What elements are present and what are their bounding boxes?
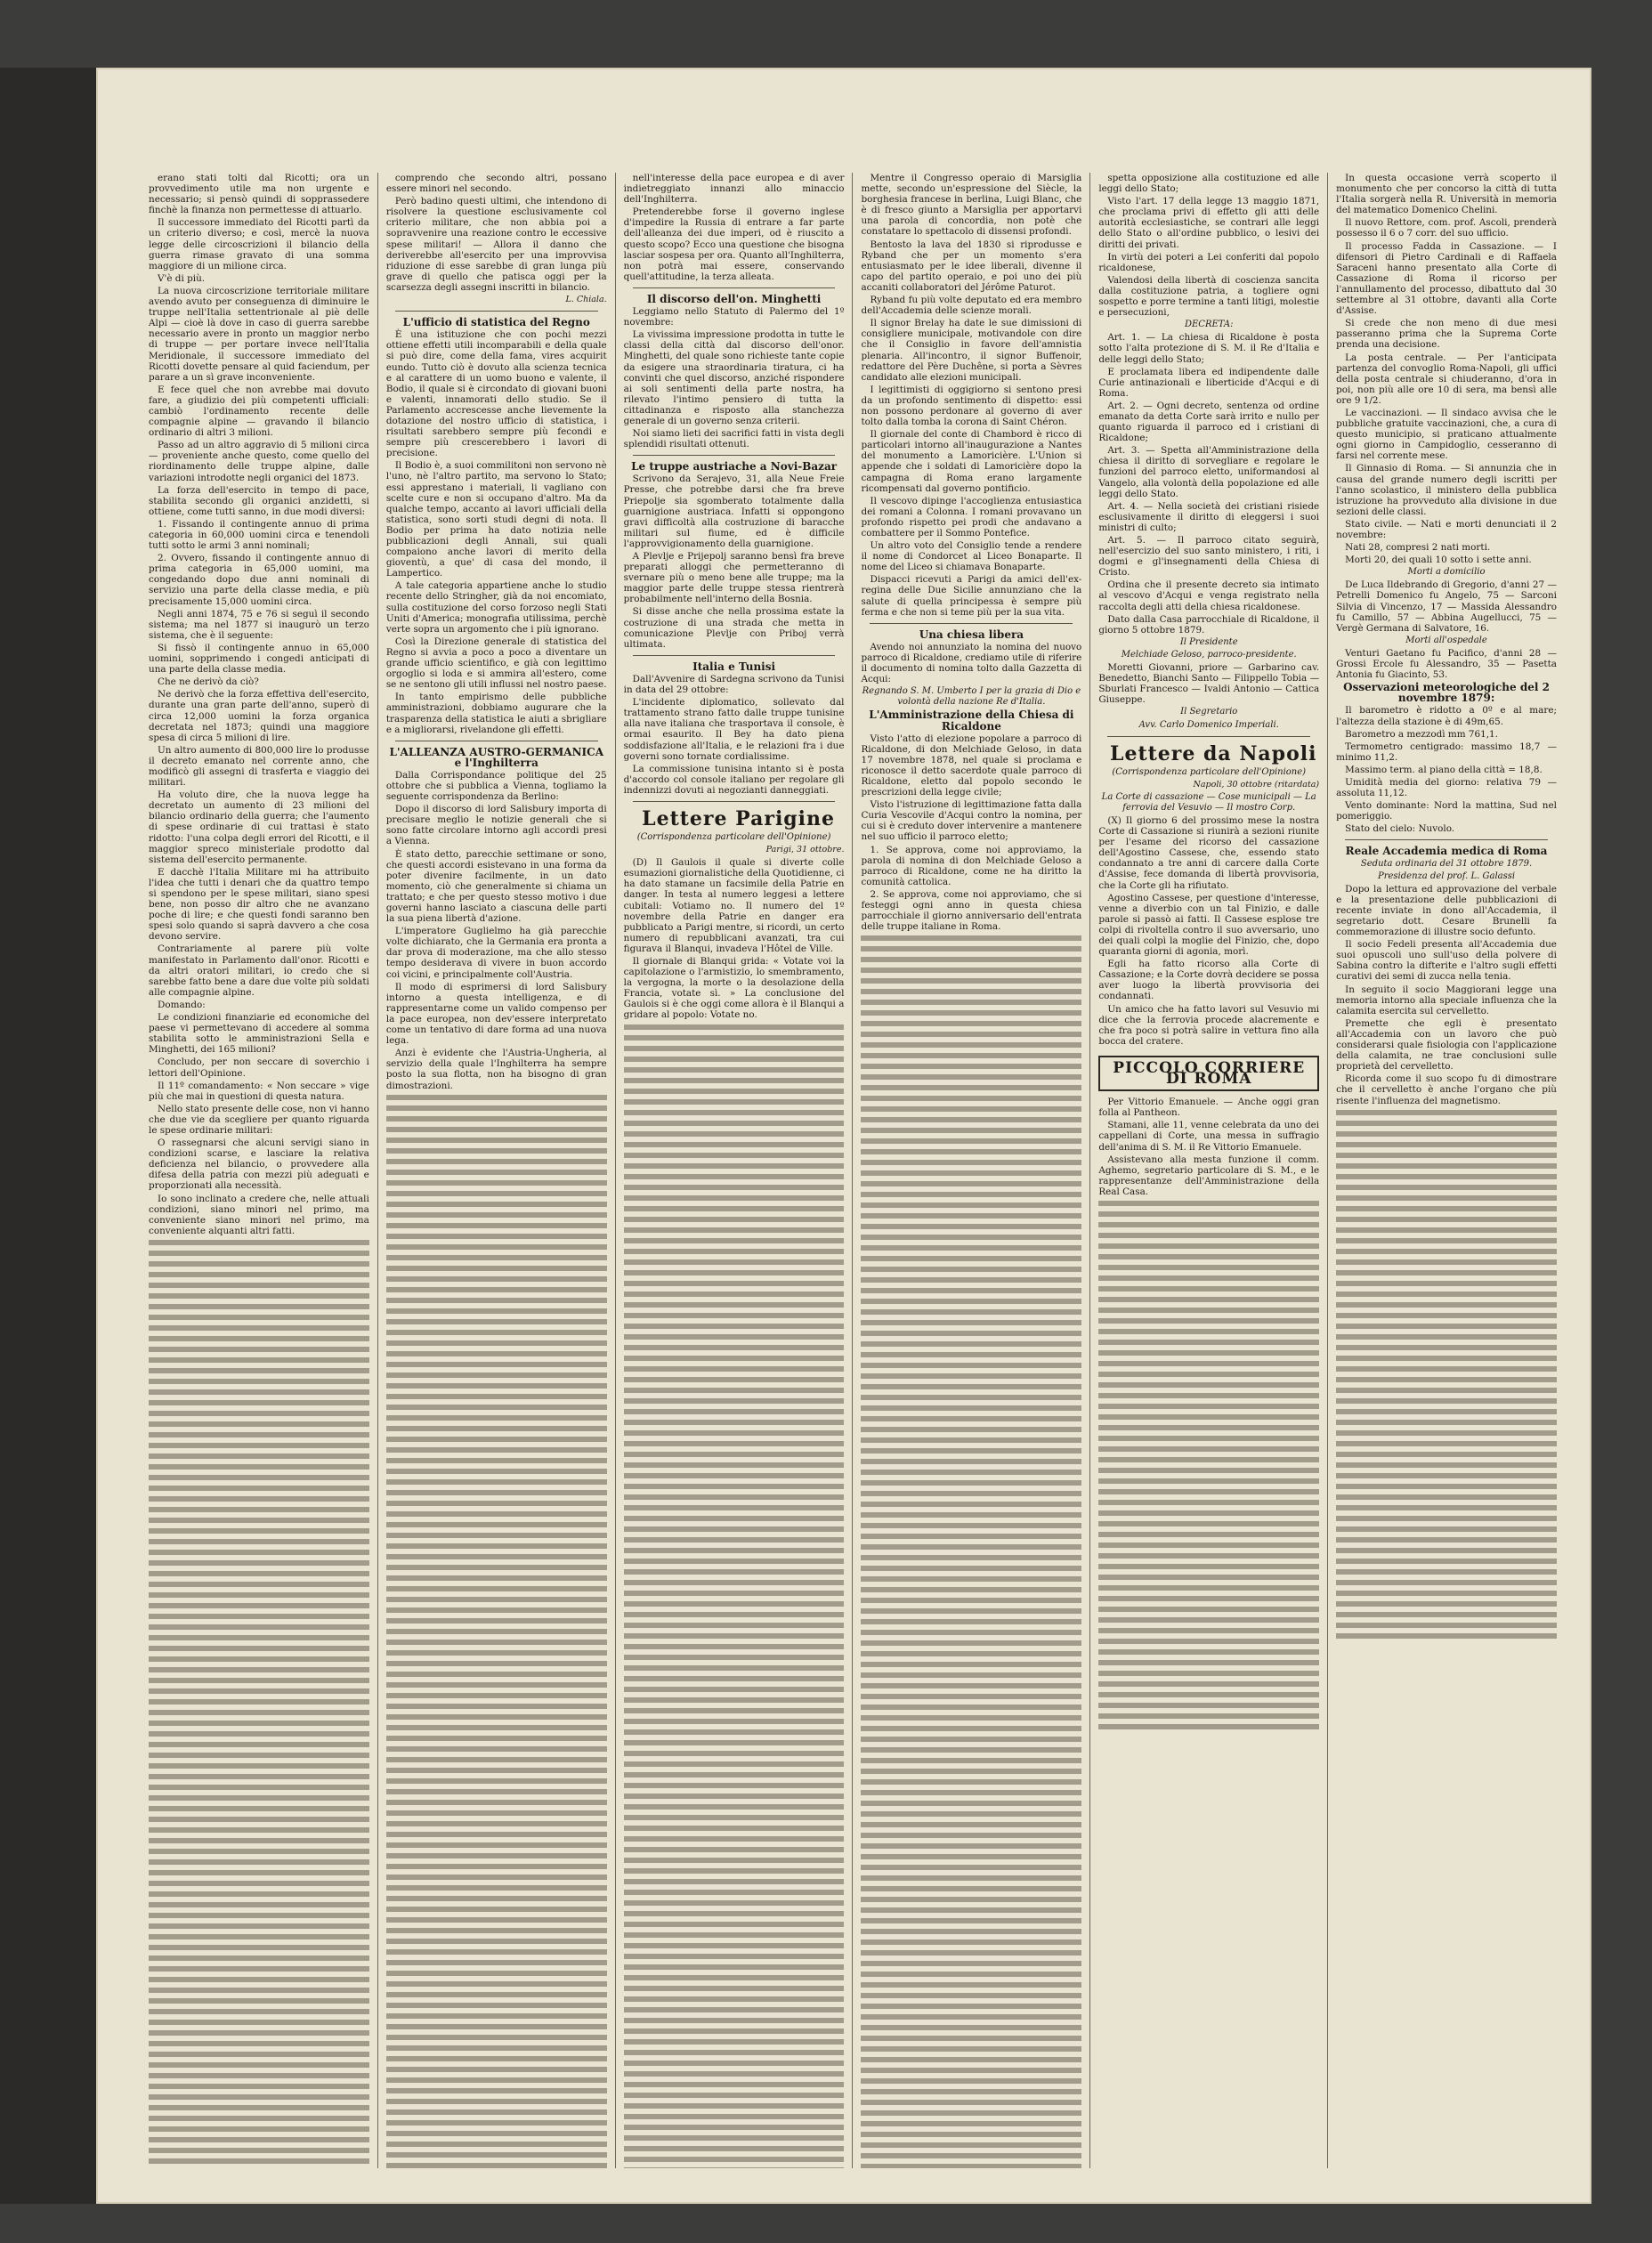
col4-paragraph: Visto l'istruzione di legittimazione fatta dalla Curia Vescovile d'Acqui contro la nomina, per cui si è creduto dover intervenire a mantenere nel suo ufficio il parroco eletto; <box>861 799 1082 843</box>
col2-paragraph: In tanto empirismo delle pubbliche amministrazioni, dobbiamo augurare che la trasparenza della statistica le aiuti a sbrigliare e a migliorarsi, rivelandone gli effetti. <box>385 692 607 735</box>
col6-item: Il processo Fadda in Cassazione. — I difensori di Pietro Cardinali e di Raffaela Saraceni hanno presentato alla Corte di Cassazione di Roma il ricorso per l'annullamento del processo, dibattuto dal 30 settembre al 31 ottobre, davanti alla Corte d'Assise. <box>1336 240 1557 317</box>
section-heading: Una chiesa libera <box>919 628 1024 641</box>
col2-paragraph: È una istituzione che con pochi mezzi ottiene effetti utili incomparabili e della quale si può dire, come della fama, vires acquirit eundo. Tutto ciò è dovuto alla scienza tecnica e al carattere di un uomo buono e valente, il Bodio, il quale si è circondato di giovani buoni e valenti, innamorati dello studio. Se il Parlamento accrescesse anche lievemente la dotazione del nostro ufficio di statistica, i risultati sarebbero sempre più fecondi e sempre più crescerebbero i lavori di precisione. <box>385 329 607 459</box>
correspondence-subtitle: (Corrispondenza particolare dell'Opinione) <box>1112 766 1307 777</box>
col5-paragraph: Un amico che ha fatto lavori sul Vesuvio mi dice che la ferrovia procede alacremente e che fra poco si potrà salire in vettura fino alla bocca del cratere. <box>1098 1003 1320 1047</box>
col2-paragraph: Dalla Corrispondance politique del 25 ottobre che si pubblica a Vienna, togliamo la seguente corrispondenza da Berlino: <box>385 769 607 803</box>
col5-article: Ordina che il presente decreto sia intimato al vescovo d'Acqui e venga registrato nella raccolta degli atti della chiesa ricaldonese. <box>1098 579 1320 612</box>
col3-paragraph: Il giornale di Blanqui grida: « Votate voi la capitolazione o l'armistizio, lo smembramento, la vergogna, la morte o la desolazione della Francia, votate sì. » La conclusione del Gaulois si è che oggi come allora è il Blanqui a gridare al popolo: Votate no. <box>623 956 845 1021</box>
lettere-parigine-heading: Lettere Parigine <box>642 806 836 830</box>
section-divider <box>1107 736 1310 737</box>
col2-dense-text-block <box>386 1095 607 2168</box>
col3-paragraph: L'incidente diplomatico, sollevato dal trattamento strano fatto dalle truppe tunisine alla nave italiana che trasportava il console, è ormai esaurito. Il Bey ha dato piena soddisfazione all'Italia, e le relazioni fra i due governi sono tornate cordialissime. <box>623 697 845 762</box>
col3-paragraph: Pretenderebbe forse il governo inglese d'impedire la Russia di entrare a far parte dell'alleanza dei due imperi, od è riuscito a questo scopo? Ecco una questione che bisogna lasciar sospesa per ora. Quanto all'Inghilterra, non potrà mai essere, conservando quell'attitudine, la terza alleata. <box>623 206 845 282</box>
col4-paragraph: Dispacci ricevuti a Parigi da amici dell'ex-regina delle Due Sicilie annunziano che la salute di quella principessa è sempre più ferma e che non si teme più per la sua vita. <box>861 574 1082 618</box>
col2-paragraph: Però badino questi ultimi, che intendono di risolvere la questione esclusivamente col criterio militare, che non abbia poi a sopravvenire una reazione contro le eccessive spese militari! — Allora il danno che deriverebbe all'esercito per una improvvisa riduzione di esse sarebbe di gran lunga più grave di quello che patisca oggi per la scarsezza degli assegni inscritti in bilancio. <box>385 196 607 293</box>
piccolo-corriere-heading: PICCOLO CORRIERE DI ROMA <box>1098 1056 1319 1091</box>
col1-dense-text-block <box>149 1240 369 2168</box>
col5-article: Art. 3. — Spetta all'Amministrazione della chiesa il diritto di sorvegliare e regolare le funzioni del parroco eletto, uniformandosi al Vangelo, alla volontà della popolazione ed alle leggi dello Stato. <box>1098 445 1320 499</box>
col4-decree-preamble: Regnando S. M. Umberto I per la grazia di Dio e volontà della nazione Re d'Italia. <box>862 686 1081 708</box>
col6-paragraph: Ricorda come il suo scopo fu di dimostrare che il cervelletto è anche l'organo che più risente l'influenza del magnetismo. <box>1336 1073 1557 1106</box>
column-4 <box>852 173 1089 2168</box>
col6-paragraph: Il nuovo Rettore, com. prof. Ascoli, prenderà possesso il 6 o 7 corr. del suo ufficio. <box>1336 217 1557 239</box>
meteo-line: Vento dominante: Nord la mattina, Sud nel pomeriggio. <box>1336 800 1557 822</box>
col1-paragraph: 1. Fissando il contingente annuo di prima categoria in 60,000 uomini circa e tenendoli tutti sotto le armi 3 anni nominali; <box>149 518 369 552</box>
book-binding <box>0 68 96 2204</box>
section-heading: L'Amministrazione della Chiesa di Ricaldone <box>869 709 1074 733</box>
col6-paragraph: Premette che egli è presentato all'Accademia con un lavoro che può considerarsi quale fisiologia con l'applicazione della calamita, ne trae conclusioni sulle proprietà del cervelletto. <box>1336 1017 1557 1073</box>
col3-paragraph: Si disse anche che nella prossima estate la costruzione di una strada che metta in comunicazione Plevlje con Priboj verrà ultimata. <box>623 606 845 650</box>
section-heading: L'ufficio di statistica del Regno <box>402 316 590 329</box>
col1-paragraph: erano stati tolti dal Ricotti; ora un provvedimento utile ma non urgente e necessario; si pensò quindi di sopprassedere finchè la finanza non permettesse di attuarlo. <box>149 173 369 216</box>
col1-paragraph: Contrariamente al parere più volte manifestato in Parlamento dall'onor. Ricotti e da altri oratori militari, io credo che si sarebbe fatto bene a dare due volte più soldati alle compagnie alpine. <box>149 943 369 998</box>
lettere-napoli-heading: Lettere da Napoli <box>1109 741 1317 765</box>
col1-paragraph: La forza dell'esercito in tempo di pace, stabilita secondo gli organici anzidetti, si ottiene, come tutti sanno, in due modi diversi: <box>149 484 369 517</box>
dateline: Napoli, 30 ottobre (ritardata) <box>1193 779 1320 790</box>
col2-signature: L. Chiala. <box>565 295 607 305</box>
meteo-line: Umidità media del giorno: relativa 79 — assoluta 11,12. <box>1336 776 1557 799</box>
section-divider <box>870 623 1073 624</box>
col6-item: La posta centrale. — Per l'anticipata partenza del convoglio Roma-Napoli, gli uffici della posta centrale si chiuderanno, d'ora in poi, non più alle ore 10 di sera, ma bensì alle ore 9 1/2. <box>1336 352 1557 406</box>
col3-paragraph: Leggiamo nello Statuto di Palermo del 1º novembre: <box>623 306 845 328</box>
deaths-hospital-list: Venturi Gaetano fu Pacifico, d'anni 28 — Grossi Ercole fu Alessandro, 35 — Pasetta Antonia fu Giacinto, 53. <box>1336 647 1557 681</box>
section-divider <box>633 287 836 288</box>
col4-paragraph: Avendo noi annunziato la nomina del nuovo parroco di Ricaldone, crediamo utile di riferire il documento di nomina tolto dalla Gazzetta di Acqui: <box>861 641 1082 685</box>
col6-paragraph: In seguito il socio Maggiorani legge una memoria intorno alla speciale influenza che la calamita esercita sul cervelletto. <box>1336 984 1557 1016</box>
segretario-label: Il Segretario <box>1180 707 1238 717</box>
col1-paragraph: Io sono inclinato a credere che, nelle attuali condizioni, siano minori nel primo, ma conveniente siano minori nel primo, ma conveniente alquanti altri fatti. <box>149 1193 369 1236</box>
academy-heading: Reale Accademia medica di Roma <box>1345 845 1548 858</box>
col1-paragraph: Ha voluto dire, che la nuova legge ha decretato un aumento di 23 milioni del bilancio ordinario della guerra; che l'aumento di spese ordinarie di cui trattasi è stato ridotto: l'una colpa degli errori del Ricotti, e il maggior spreco ministeriale prodotto dal sistema dell'esercito permanente. <box>149 790 369 865</box>
col4-paragraph: Il signor Brelay ha date le sue dimissioni di consigliere municipale, motivandole con dire che il Consiglio in favore dell'amnistia plenaria. All'incontro, il signor Buffenoir, redattore del Père Duchêne, si porta a Sèvres candidato alle elezioni municipali. <box>861 318 1082 383</box>
col1-paragraph: E dacchè l'Italia Militare mi ha attribuito l'idea che tutti i denari che da quattro tempo si spendono per le spese militari, siano spesi bene, non posso dir altro che ne avanzano poche di lire; e che questi fondi saranno ben spesi solo quando si saprà davvero a che cosa devono servire. <box>149 866 369 943</box>
col3-paragraph: A Plevlje e Prijepolj saranno bensì fra breve preparati alloggi che permetteranno di svernare più o meno bene alle truppe; ma la maggior parte delle truppe stessa rientrerà probabilmente nell'interno della Bosnia. <box>623 551 845 605</box>
column-2 <box>377 173 615 2168</box>
col5-article: Art. 1. — La chiesa di Ricaldone è posta sotto l'alta protezione di S. M. il Re d'Italia e delle leggi dello Stato; <box>1098 332 1320 365</box>
col5-article: Dato dalla Casa parrocchiale di Ricaldone, il giorno 5 ottobre 1879. <box>1098 613 1320 636</box>
section-heading: Italia e Tunisi <box>692 660 776 673</box>
section-divider <box>633 655 836 656</box>
meteo-line: Barometro a mezzodì mm 761,1. <box>1345 728 1498 740</box>
col6-item: Si crede che non meno di due mesi passeranno prima che la Suprema Corte prenda una decisione. <box>1336 318 1557 351</box>
col3-paragraph: La vivissima impressione prodotta in tutte le classi della città dal discorso dell'onor. Minghetti, del quale sono richieste tante copie da esigere una straordinaria tiratura, ci ha convinti che quel discorso, anziché rispondere ai soli sentimenti della parte nostra, ha rilevato l'intimo pensiero di tutta la cittadinanza e risposto alla stanchezza generale di un governo senza criterii. <box>623 329 845 426</box>
section-divider <box>1345 839 1548 840</box>
col1-paragraph: La nuova circoscrizione territoriale militare avendo avuto per conseguenza di diminuire le truppe nell'Italia settentrionale al piè delle Alpi — cioè là dove in caso di guerra sarebbe necessario avere in pronto un maggior nerbo di truppe — per portare invece nell'Italia Meridionale, il successore immediato del Ricotti dovette pensare al quid faciendum, per parare a un sì grave inconveniente. <box>149 285 369 383</box>
segretario-name: Avv. Carlo Domenico Imperiali. <box>1138 719 1279 730</box>
col5-article: Art. 5. — Il parroco citato seguirà, nell'esercizio del suo santo ministero, i riti, i dogmi e gl'insegnamenti della Chiesa di Cristo. <box>1098 535 1320 579</box>
col6-item: Morti 20, dei quali 10 sotto i sette anni. <box>1345 555 1532 566</box>
meteo-line: Massimo term. al piano della città = 18,8. <box>1345 764 1543 775</box>
section-divider <box>395 311 598 312</box>
col4-paragraph: Un altro voto del Consiglio tende a rendere il nome di Condorcet al Liceo Bonaparte. Il nome del Liceo si chiamava Bonaparte. <box>861 540 1082 573</box>
col2-paragraph: comprendo che secondo altri, possano essere minori nel secondo. <box>385 173 607 195</box>
meteo-heading: Osservazioni meteorologiche del 2 novembre 1879: <box>1343 681 1550 705</box>
section-divider <box>633 801 836 802</box>
col3-paragraph: Noi siamo lieti dei sacrifici fatti in vista degli splendidi risultati ottenuti. <box>623 428 845 450</box>
col2-paragraph: Anzi è evidente che l'Austria-Ungheria, al servizio della quale l'Inghilterra ha sempre posto la sua flotta, non ha bisogno di gran dimostrazioni. <box>385 1048 607 1091</box>
col1-paragraph: Negli anni 1874, 75 e 76 si seguì il secondo sistema; ma nel 1877 si inaugurò un terzo sistema, che è il seguente: <box>149 608 369 641</box>
dateline: Parigi, 31 ottobre. <box>765 845 845 855</box>
col5-article: Art. 2. — Ogni decreto, sentenza od ordine emanato da detta Corte sarà irrito e nullo per quanto riguarda il parroco ed i cristiani di Ricaldone; <box>1098 400 1320 444</box>
col2-paragraph: Il modo di esprimersi di lord Salisbury intorno a questa intelligenza, e di rappresentarne come un valido compenso per la pace europea, non dev'essere interpretato come un tentativo di dare forma ad una nuova lega. <box>385 981 607 1047</box>
deaths-home-heading: Morti a domicilio <box>1407 567 1486 578</box>
col1-paragraph: Le condizioni finanziarie ed economiche del paese vi permettevano di accedere al somma stabilita sotto le amministrazioni Sella e Minghetti, dei 165 milioni? <box>149 1012 369 1056</box>
col6-item: Nati 28, compresi 2 nati morti. <box>1345 542 1491 554</box>
article-summary: La Corte di cassazione — Cose municipali — La ferrovia del Vesuvio — Il mostro Corp. <box>1101 791 1316 813</box>
col6-paragraph: In questa occasione verrà scoperto il monumento che per concorso la città di tutta l'Italia sorgerà nella R. Università in memoria del matematico Domenico Chelini. <box>1336 173 1557 216</box>
col1-paragraph: 2. Ovvero, fissando il contingente annuo di prima categoria in 65,000 uomini, ma congedando dopo due anni nominali di servizio una parte della classe media, e più precisamente 15,000 uomini circa. <box>149 553 369 607</box>
newspaper-page <box>96 68 1591 2204</box>
col2-paragraph: Così la Direzione generale di statistica del Regno si avvia a poco a poco a diventare un grande ufficio scientifico, e già con legittimo orgoglio si loda e si ammira all'estero, come se ne sentono gli utili influssi nel nostro paese. <box>385 636 607 691</box>
col4-paragraph: Il giornale del conte di Chambord è ricco di particolari intorno all'inaugurazione a Nantes del monumento a Lamoricière. L'Union si appende che i soldati di Lamoricière dopo la campagna di Roma erano largamente ricompensati dal governo pontificio. <box>861 429 1082 494</box>
deaths-home-list: De Luca Ildebrando di Gregorio, d'anni 27 — Petrelli Domenico fu Angelo, 75 — Sarconi Silvia di Vincenzo, 17 — Massida Alessandro fu Camillo, 57 — Abbina Augellucci, 75 — Vergè Germana di Salvatore, 16. <box>1336 579 1557 634</box>
col5-paragraph: Valendosi della libertà di coscienza sancita dalla costituzione patria, a togliere ogni sospetto e porre termine a tanti litigi, molestie e persecuzioni, <box>1098 274 1320 319</box>
section-heading: L'ALLEANZA AUSTRO-GERMANICA e l'Inghilterra <box>389 745 604 769</box>
academy-session: Seduta ordinaria del 31 ottobre 1879. <box>1360 858 1533 869</box>
col6-item: Stato civile. — Nati e morti denunciati il 2 novembre: <box>1336 518 1557 540</box>
col1-paragraph: Concludo, per non seccare di soverchio i lettori dell'Opinione. <box>149 1057 369 1079</box>
meteo-line: Stato del cielo: Nuvolo. <box>1345 823 1455 835</box>
col3-paragraph: Scrivono da Serajevo, 31, alla Neue Freie Presse, che potrebbe darsi che fra breve Priepolje sia sgomberato totalmente dalla guarnigione austriaca. Infatti si oppongono gravi difficoltà alla costruzione di baracche militari sul fiume, ed è difficile l'approvvigionamento della guarnigione. <box>623 474 845 549</box>
col1-paragraph: Si fissò il contingente annuo in 65,000 uomini, sopprimendo i congedi anticipati di una parte della classe media. <box>149 642 369 676</box>
col2-paragraph: È stato detto, parecchie settimane or sono, che questi accordi esistevano in una forma da poter divenire facilmente, in un dato momento, ciò che generalmente si chiama un trattato; e che per questo stesso motivo i due governi hanno lasciato a ciascuna delle parti la sua piena libertà d'azione. <box>385 848 607 925</box>
col6-paragraph: Dopo la lettura ed approvazione del verbale e la presentazione delle pubblicazioni di recente inviate in dono all'Accademia, il segretario dott. Cesare Brunelli fa commemorazione di illustre socio defunto. <box>1336 883 1557 938</box>
col4-dense-text-block <box>861 935 1081 2168</box>
col5-paragraph: Per Vittorio Emanuele. — Anche oggi gran folla al Pantheon. <box>1098 1097 1320 1119</box>
col5-article: E proclamata libera ed indipendente dalle Curie antinazionali e liberticide d'Acqui e di Roma. <box>1098 366 1320 399</box>
col2-paragraph: Dopo il discorso di lord Salisbury importa di precisare meglio le notizie generali che si sono fatte circolare intorno agli accordi presi a Vienna. <box>385 804 607 847</box>
col1-paragraph: Passo ad un altro aggravio di 5 milioni circa — proveniente anche questo, come quello del riordinamento delle truppe alpine, dalle variazioni introdotte negli organici del 1873. <box>149 440 369 483</box>
col1-paragraph: Che ne derivò da ciò? <box>158 676 259 688</box>
col5-dense-text-block <box>1098 1201 1319 1735</box>
column-3 <box>615 173 853 2168</box>
section-divider <box>633 455 836 456</box>
col1-paragraph: Ne derivò che la forza effettiva dell'esercito, durante una gran parte dell'anno, superò di circa 12,000 uomini la forza organica decretata nel 1873; quindi una maggiore spesa di circa 5 milioni di lire. <box>149 689 369 743</box>
col1-paragraph: Nello stato presente delle cose, non vi hanno che due vie da scegliere per quanto riguarda le spese ordinarie militari: <box>149 1103 369 1136</box>
col6-item: Il Ginnasio di Roma. — Si annunzia che in causa del grande numero degli iscritti per l'anno scolastico, il ministero della pubblica istruzione ha provveduto alla divisione in due sezioni delle classi. <box>1336 463 1557 517</box>
col5-paragraph: Assistevano alla mesta funzione il comm. Aghemo, segretario particolare di S. M., e le rappresentanze dell'Amministrazione della Real Casa. <box>1098 1154 1320 1197</box>
academy-presidency: Presidenza del prof. L. Galassi <box>1378 870 1516 881</box>
col1-paragraph: E fece quel che non avrebbe mai dovuto fare, a giudizio dei più competenti ufficiali: cambiò l'ordinamento recente delle compagnie alpine — gravando il bilancio ordinario di altri 3 milioni. <box>149 384 369 439</box>
col3-paragraph: nell'interesse della pace europea e di aver indietreggiato innanzi allo minaccio dell'Inghilterra. <box>623 173 845 206</box>
columns-container <box>141 173 1565 2168</box>
col4-paragraph: Il vescovo dipinge l'accoglienza entusiastica dei romani a Colonna. I romani provavano un profondo rispetto pei prodi che andavano a combattere per il Sommo Pontefice. <box>861 495 1082 538</box>
col4-paragraph: 2. Se approva, come noi approviamo, che si festeggi ogni anno in questa chiesa parrocchiale il giorno anniversario dell'entrata delle truppe italiane in Roma. <box>861 888 1082 933</box>
col4-paragraph: 1. Se approva, come noi approviamo, la parola di nomina di don Melchiade Geloso a parroco di Ricaldone, come ne ha diritto la comunità cattolica. <box>861 844 1082 887</box>
col6-dense-text-block <box>1336 1110 1557 1644</box>
meteo-line: Termometro centigrado: massimo 18,7 — minimo 11,2. <box>1336 741 1557 763</box>
column-5 <box>1089 173 1327 2168</box>
presidente-name: Melchiade Geloso, parroco-presidente. <box>1121 649 1297 660</box>
column-1 <box>141 173 377 2168</box>
col4-paragraph: I legittimisti di oggigiorno si sentono presi da un profondo sentimento di dispetto: essi non possono perdonare al governo di aver tolto dalla tomba la corona di Saint Chéron. <box>861 384 1082 428</box>
col4-paragraph: Bentosto la lava del 1830 si riprodusse e Ryband che per un momento s'era entusiasmato per le idee liberali, divenne il capo del partito operaio, e poi uno dei più accaniti collaboratori del Jérôme Paturot. <box>861 239 1082 293</box>
section-heading: Le truppe austriache a Novi-Bazar <box>631 460 838 474</box>
col1-paragraph: O rassegnarsi che alcuni servigi siano in condizioni scarse, e lasciare la relativa deficienza nel bilancio, o provvedere alla difesa della patria con mezzi più adeguati e proporzionati alla necessità. <box>149 1138 369 1192</box>
col2-paragraph: L'imperatore Guglielmo ha già parecchie volte dichiarato, che la Germania era pronta a dar prova di moderazione, ma che allo stesso tempo desiderava di vivere in buon accordo coi vicini, e principalmente coll'Austria. <box>385 926 607 980</box>
col5-paragraph: In virtù dei poteri a Lei conferiti dal popolo ricaldonese, <box>1098 251 1320 273</box>
col5-article: Art. 4. — Nella società dei cristiani risiede esclusivamente il diritto di eleggersi i suoi ministri di culto; <box>1098 500 1320 533</box>
col4-paragraph: Ryband fu più volte deputato ed era membro dell'Accademia delle scienze morali. <box>861 295 1082 317</box>
col5-paragraph: Visto l'art. 17 della legge 13 maggio 1871, che proclama privi di effetto gli atti delle autorità ecclesiastiche, se contrari alle leggi dello Stato o all'ordine pubblico, o lesivi dei diritti dei privati. <box>1098 196 1320 250</box>
col4-paragraph: Mentre il Congresso operaio di Marsiglia mette, secondo un'espressione del Siècle, la borghesia francese in berlina, Luigi Blanc, che è di fresco giunto a Marsiglia per apportarvi una parola di concordia, non potè che constatare lo spettacolo di dissensi profondi. <box>861 173 1082 238</box>
col5-paragraph: Stamani, alle 11, venne celebrata da uno dei cappellani di Corte, una messa in suffragio dell'anima di S. M. il Re Vittorio Emanuele. <box>1098 1120 1320 1153</box>
col1-paragraph: V'è di più. <box>158 272 206 284</box>
col3-paragraph: La commissione tunisina intanto si è posta d'accordo col console italiano per regolare gli indennizzi dovuti ai negozianti danneggiati. <box>623 763 845 796</box>
col1-paragraph: Il successore immediato del Ricotti partì da un criterio diverso; e così, mercè la nuova legge delle circoscrizioni il bilancio della guerra rimase gravato di una somma maggiore di un milione circa. <box>149 217 369 271</box>
col5-paragraph: spetta opposizione alla costituzione ed alle leggi dello Stato; <box>1098 173 1320 195</box>
col5-paragraph: Egli ha fatto ricorso alla Corte di Cassazione; e la Corte dovrà decidere se possa aver luogo la libertà provvisoria dei condannati. <box>1098 959 1320 1002</box>
col4-paragraph: Visto l'atto di elezione popolare a parroco di Ricaldone, di don Melchiade Geloso, in data 17 novembre 1878, nel quale si proclama e riconosce il detto sacerdote quale parroco di Ricaldone, eletto dal popolo secondo le prescrizioni della legge civile; <box>861 733 1082 798</box>
decreta-label: DECRETA: <box>1184 320 1234 330</box>
col2-paragraph: A tale categoria appartiene anche lo studio recente dello Stringher, già da noi encomiato, sulla costituzione del corso forzoso negli Stati Uniti d'America; monografia utilissima, perchè verte sopra un argomento che i più ignorano. <box>385 580 607 635</box>
col1-paragraph: Il 11º comandamento: « Non seccare » vige più che mai in questioni di questa natura. <box>149 1080 369 1102</box>
col1-paragraph: Domando: <box>158 999 206 1010</box>
col5-paragraph: Agostino Cassese, per questione d'interesse, venne a diverbio con un tal Finizio, e dalle parole si passò ai fatti. Il Cassese esplose tre colpi di rivoltella contro il suo avversario, uno dei quali colpì la moglie del Finizio, che, dopo quaranta giorni di agonia, morì. <box>1098 892 1320 958</box>
section-heading: Il discorso dell'on. Minghetti <box>646 292 822 305</box>
col6-paragraph: Il socio Fedeli presenta all'Accademia due suoi opuscoli uno sull'uso della polvere di Sabina contro la difterite e l'altro sugli effetti curativi dei semi di zucca nella tenia. <box>1336 939 1557 983</box>
col1-paragraph: Un altro aumento di 800,000 lire lo produsse il decreto emanato nel corrente anno, che modificò gli assegni di trasferta e viaggio dei militari. <box>149 744 369 789</box>
col5-paragraph: (X) Il giorno 6 del prossimo mese la nostra Corte di Cassazione si riunirà a sezioni riunite per l'esame del ricorso del cassazione dell'Agostino Cassese, che, essendo stato condannato a tre anni di carcere dalla Corte d'Assise, fece domanda di libertà provvisoria, che la Corte gli ha rifiutato. <box>1098 814 1320 891</box>
presidente-label: Il Presidente <box>1179 636 1238 647</box>
correspondence-subtitle: (Corrispondenza particolare dell'Opinione) <box>636 831 831 842</box>
col6-item: Le vaccinazioni. — Il sindaco avvisa che le pubbliche gratuite vaccinazioni, che, a cura di questo municipio, si praticano attualmente ogni giorno in Campidoglio, cesseranno di farsi nel corrente mese. <box>1336 407 1557 462</box>
deaths-hospital-heading: Morti all'ospedale <box>1405 635 1487 645</box>
col2-paragraph: Il Bodio è, a suoi commilitoni non servono nè l'uno, nè l'altro partito, ma servono lo Stato; essi apprestano i materiali, li vagliano con scelte cure e non si occupano d'altro. Ma da qualche tempo, accanto ai lavori ufficiali della statistica, sono sorti studi degni di nota. Il Bodio per prima ha dato notizia nelle pubblicazioni degli Annali, sui quali compaiono anche lavori di merito della gioventù, a que' di casa del mondo, il Lampertico. <box>385 460 607 579</box>
meteo-line: Il barometro è ridotto a 0º e al mare; l'altezza della stazione è di 49m,65. <box>1336 705 1557 727</box>
column-6 <box>1327 173 1565 2168</box>
col3-paragraph: (D) Il Gaulois il quale si diverte colle esumazioni giornalistiche della Quotidienne, ci ha dato stamane un facsimile della Patrie en danger. In testa al numero leggesi a lettere cubitali: Votiamo no. Il numero del 1º novembre della Patrie en danger era pubblicato a Parigi mentre, si ricordi, un certo numero di repubblicani avanzati, tra cui figurava il Blanqui, invadeva l'Hôtel de Ville. <box>623 857 845 954</box>
col3-dense-text-block <box>624 1024 845 2168</box>
col3-paragraph: Dall'Avvenire di Sardegna scrivono da Tunisi in data del 29 ottobre: <box>623 673 845 696</box>
members-list: Moretti Giovanni, priore — Garbarino cav. Benedetto, Bianchi Santo — Filippello Tobia — Sburlati Francesco — Ivaldi Antonio — Cattica Giuseppe. <box>1098 662 1320 706</box>
